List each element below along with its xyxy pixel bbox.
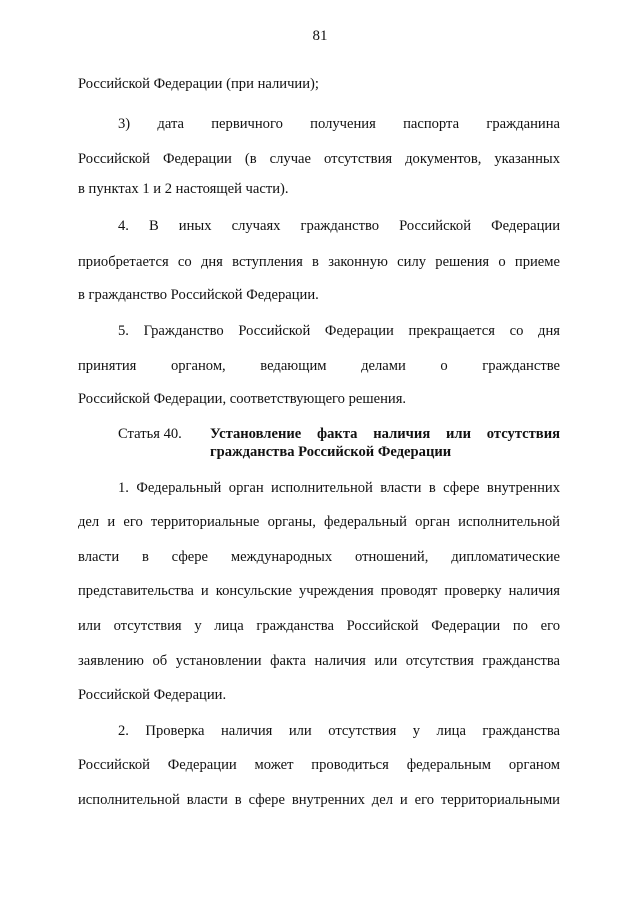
text-line: Российской Федерации может проводиться федеральным органом <box>78 757 560 773</box>
text-line: Российской Федерации (при наличии); <box>78 76 319 92</box>
text-line: приобретается со дня вступления в законную силу решения о приеме <box>78 254 560 270</box>
page-number: 81 <box>312 28 328 44</box>
text-line: 3) дата первичного получения паспорта гражданина <box>118 116 560 132</box>
article-title-line: гражданства Российской Федерации <box>210 444 452 460</box>
text-line: представительства и консульские учреждения проводят проверку наличия <box>78 583 560 599</box>
text-line: Российской Федерации. <box>78 687 227 703</box>
text-line: в гражданство Российской Федерации. <box>78 287 319 303</box>
text-line: 2. Проверка наличия или отсутствия у лица гражданства <box>118 723 560 739</box>
article-title-line: Установление факта наличия или отсутствия <box>210 426 560 442</box>
text-line: заявлению об установлении факта наличия или отсутствия гражданства <box>78 653 560 669</box>
text-line: Российской Федерации, соответствующего решения. <box>78 391 407 407</box>
text-line: 4. В иных случаях гражданство Российской Федерации <box>118 218 560 234</box>
text-line: 1. Федеральный орган исполнительной власти в сфере внутренних <box>118 480 560 496</box>
text-line: 5. Гражданство Российской Федерации прекращается со дня <box>118 323 560 339</box>
text-line: Российской Федерации (в случае отсутствия документов, указанных <box>78 151 560 167</box>
article-label: Статья 40. <box>118 426 182 442</box>
text-line: исполнительной власти в сфере внутренних дел и его территориальными <box>78 792 560 808</box>
text-line: в пунктах 1 и 2 настоящей части). <box>78 181 289 197</box>
text-line: дел и его территориальные органы, федеральный орган исполнительной <box>78 514 560 530</box>
text-line: власти в сфере международных отношений, дипломатические <box>78 549 560 565</box>
text-line: или отсутствия у лица гражданства Российской Федерации по его <box>78 618 560 634</box>
text-line: принятия органом, ведающим делами о гражданстве <box>78 358 560 374</box>
